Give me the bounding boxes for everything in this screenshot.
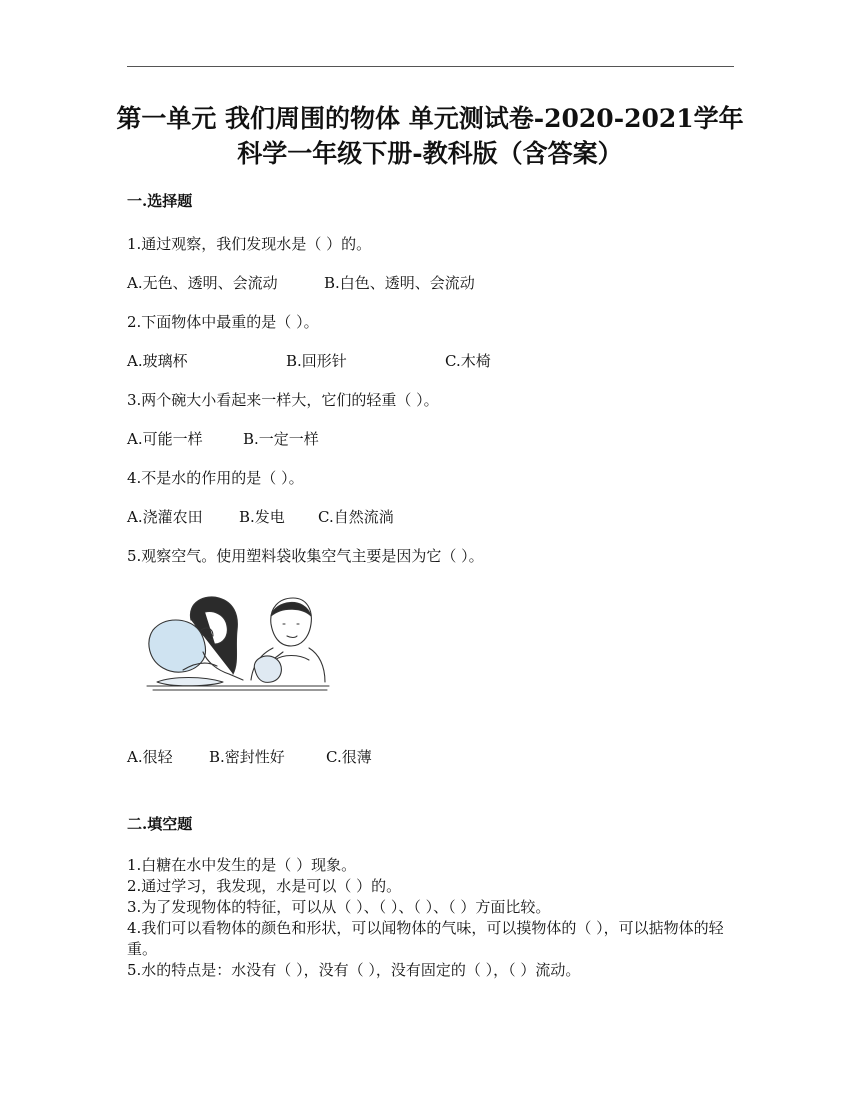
option-b: B.发电 [239, 508, 285, 526]
question-3: 3.两个碗大小看起来一样大，它们的轻重（ ）。 [127, 391, 439, 409]
page-title-line-1: 第一单元 我们周围的物体 单元测试卷-2020-2021学年 [116, 104, 744, 133]
question-5: 5.观察空气。使用塑料袋收集空气主要是因为它（ ）。 [127, 547, 484, 565]
option-b: B.密封性好 [209, 748, 285, 766]
fill-in-blank-list [127, 855, 732, 981]
children-air-bag-illustration [143, 590, 333, 705]
question-5-options [127, 746, 372, 767]
fill-item-3: 3.为了发现物体的特征，可以从（ ）、（ ）、（ ）、（ ）方面比较。 [127, 898, 551, 916]
option-c: C.很薄 [326, 748, 372, 766]
fill-item-5: 5.水的特点是：水没有（ ），没有（ ），没有固定的（ ），（ ）流动。 [127, 961, 581, 979]
page-title-line-2: 科学一年级下册-教科版（含答案） [237, 139, 623, 168]
fill-item-4: 4.我们可以看物体的颜色和形状，可以闻物体的气味，可以摸物体的（ ），可以掂物体的轻重。 [127, 919, 724, 958]
question-1: 1.通过观察，我们发现水是（ ）的。 [127, 235, 372, 253]
option-c: C.木椅 [445, 352, 491, 370]
question-3-options [127, 428, 319, 449]
section-heading-fill: 二.填空题 [127, 815, 193, 833]
fill-item-2: 2.通过学习，我发现，水是可以（ ）的。 [127, 877, 402, 895]
section-heading-choice: 一.选择题 [127, 192, 193, 210]
question-1-options [127, 272, 475, 293]
option-a: A.可能一样 [127, 430, 203, 448]
option-a: A.玻璃杯 [127, 352, 188, 370]
option-a: A.很轻 [127, 748, 173, 766]
question-4: 4.不是水的作用的是（ ）。 [127, 469, 304, 487]
option-a: A.浇灌农田 [127, 508, 203, 526]
question-4-options [127, 506, 394, 527]
option-b: B.一定一样 [243, 430, 319, 448]
option-b: B.白色、透明、会流动 [324, 274, 475, 292]
option-c: C.自然流淌 [318, 508, 394, 526]
question-2-options [127, 350, 491, 371]
question-2: 2.下面物体中最重的是（ ）。 [127, 313, 319, 331]
option-b: B.回形针 [286, 352, 347, 370]
fill-item-1: 1.白糖在水中发生的是（ ）现象。 [127, 856, 357, 874]
option-a: A.无色、透明、会流动 [127, 274, 278, 292]
header-rule [127, 66, 734, 67]
